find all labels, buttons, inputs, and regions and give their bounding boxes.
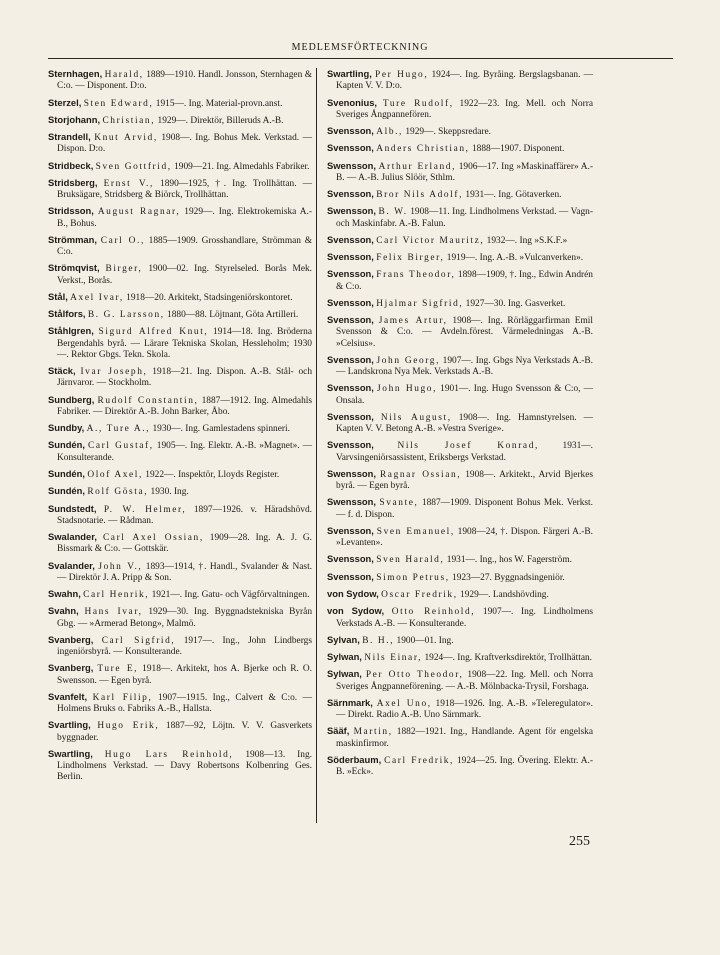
member-given-name: Arthur Erland, bbox=[378, 161, 457, 172]
member-entry bbox=[327, 605, 593, 629]
member-surname: Svensson, bbox=[327, 524, 374, 536]
member-entry bbox=[48, 308, 312, 321]
member-surname: Swahn, bbox=[48, 588, 81, 600]
member-surname: Stridsberg, bbox=[48, 176, 98, 188]
member-entry bbox=[327, 68, 593, 92]
member-entry bbox=[48, 422, 312, 435]
member-given-name: B. G. Larsson, bbox=[87, 310, 165, 321]
member-entry bbox=[48, 634, 312, 658]
member-given-name: Nils Einar, bbox=[364, 653, 423, 664]
member-entry bbox=[327, 525, 593, 549]
member-entry bbox=[48, 291, 312, 304]
member-surname: Sterzel, bbox=[48, 96, 82, 108]
member-details: 1918—21. Ing. Dispon. A.-B. Stål- och Järnvaror. — Stockholm. bbox=[57, 367, 313, 389]
member-details: 1907—1915. Ing., Calvert & C:o. — Holmens Bruks o. Fabriks A.-B., Hallsta. bbox=[57, 692, 313, 715]
member-surname: Svensson, bbox=[327, 439, 374, 451]
member-details: 1882—1921. Ing., Handlande. Agent för engelska maskinfirmor. bbox=[336, 727, 594, 749]
member-details: 1907—. Ing. Gbgs Nya Verkstads A.-B. — Landskrona Nya Mek. Verkstads A.-B. bbox=[336, 355, 594, 378]
member-given-name: Hjalmar Sigfrid, bbox=[376, 298, 464, 309]
member-details: 1893—1914, †. Handl., Svalander & Nast. — Direktör J. A. Pripp & Son. bbox=[57, 561, 313, 583]
member-surname: Stridsson, bbox=[48, 205, 94, 217]
member-given-name: Simon Petrus, bbox=[376, 572, 450, 583]
member-details: 1880—88. Löjtnant, Göta Artilleri. bbox=[167, 310, 299, 321]
member-entry bbox=[327, 571, 593, 584]
member-given-name: Rolf Gösta, bbox=[87, 487, 149, 498]
member-details: 1929—. Landshövding. bbox=[460, 590, 549, 601]
member-details: 1900—02. Ing. Styrelseled. Borås Mek. Verkst., Borås. bbox=[57, 264, 313, 286]
member-details: 1922—. Inspektör, Lloyds Register. bbox=[145, 469, 280, 480]
member-surname: Svensson, bbox=[327, 570, 374, 582]
member-details: 1901—. Ing. Hugo Svensson & C:o, — Onsala. bbox=[336, 384, 594, 406]
member-entry bbox=[48, 531, 312, 555]
member-details: 1898—1909, †. Ing., Edwin Andrén & C:o. bbox=[336, 270, 593, 292]
member-surname: Strömqvist, bbox=[48, 262, 100, 274]
member-surname: Svensson, bbox=[327, 296, 374, 308]
member-entry bbox=[48, 114, 312, 127]
member-surname: Stäck, bbox=[48, 365, 76, 377]
member-given-name: Anders Christian, bbox=[376, 144, 470, 155]
member-surname: Swartling, bbox=[48, 747, 93, 759]
member-given-name: Hugo Erik, bbox=[97, 721, 160, 732]
member-entry bbox=[327, 354, 593, 378]
member-given-name: Sven Harald, bbox=[376, 555, 445, 566]
member-surname: Svanberg, bbox=[48, 662, 94, 674]
page-header: MEDLEMSFÖRTECKNING bbox=[291, 42, 429, 53]
member-given-name: August Ragnar, bbox=[97, 207, 181, 218]
member-entry bbox=[327, 234, 593, 247]
member-surname: Sundén, bbox=[48, 485, 85, 497]
member-surname: von Sydow, bbox=[327, 605, 385, 617]
member-surname: Sundby, bbox=[48, 422, 85, 434]
column-divider bbox=[316, 68, 317, 823]
member-details: 1918—. Arkitekt, hos A. Bjerke och R. O. Swensson. — Egen byrå. bbox=[57, 664, 312, 686]
member-entry bbox=[48, 234, 312, 258]
member-surname: Swensson, bbox=[327, 496, 376, 508]
member-entry bbox=[48, 691, 312, 715]
member-details: 1908—. Ing. Hamnstyrelsen. — Kapten V. V. Betong A.-B. »Vestra Sverige». bbox=[336, 412, 594, 435]
member-entry bbox=[327, 725, 593, 749]
member-given-name: James Artur, bbox=[378, 316, 448, 327]
member-surname: Stål, bbox=[48, 290, 68, 302]
member-surname: Ståhlgren, bbox=[48, 325, 94, 337]
member-entry bbox=[48, 394, 312, 418]
member-surname: Sylwan, bbox=[327, 651, 362, 663]
page-number: 255 bbox=[569, 834, 590, 849]
member-surname: Sylwan, bbox=[327, 668, 362, 680]
member-entry bbox=[327, 651, 593, 664]
member-entry bbox=[48, 485, 312, 498]
member-surname: Svahn, bbox=[48, 605, 79, 617]
member-given-name: Karl Filip, bbox=[92, 692, 153, 703]
member-surname: Sundberg, bbox=[48, 393, 95, 405]
member-surname: Svensson, bbox=[327, 410, 374, 422]
member-surname: Strömman, bbox=[48, 233, 97, 245]
member-details: 1909—28. Ing. A. J. G. Bissmark & C:o. — Gottskär. bbox=[57, 533, 313, 555]
member-surname: Sääf, bbox=[327, 725, 350, 737]
member-given-name: B. W. bbox=[378, 207, 408, 218]
member-surname: Svanberg, bbox=[48, 633, 94, 645]
member-details: 1909—21. Ing. Almedahls Fabriker. bbox=[174, 161, 310, 172]
member-entry bbox=[48, 262, 312, 286]
member-entry bbox=[327, 251, 593, 264]
member-details: 1908—. Ing. Bohus Mek. Verkstad. — Dispon. D:o. bbox=[57, 133, 313, 155]
member-given-name: Hans Ivar, bbox=[84, 607, 143, 618]
member-entry bbox=[327, 668, 593, 692]
member-surname: von Sydow, bbox=[327, 588, 379, 600]
member-entry bbox=[327, 268, 593, 292]
member-given-name: John Hugo, bbox=[377, 384, 438, 395]
member-given-name: Ernst V., bbox=[103, 178, 154, 189]
member-entry bbox=[327, 297, 593, 310]
member-details: 1921—. Ing. Gatu- och Vägförvaltningen. bbox=[151, 590, 310, 601]
member-surname: Svensson, bbox=[327, 314, 374, 326]
member-surname: Svartling, bbox=[48, 719, 91, 731]
member-entry bbox=[48, 365, 312, 389]
member-surname: Svensson, bbox=[327, 353, 374, 365]
member-surname: Svensson, bbox=[327, 382, 374, 394]
member-entry bbox=[327, 142, 593, 155]
member-entry bbox=[327, 125, 593, 138]
member-details: 1929—. Direktör, Billeruds A.-B. bbox=[157, 115, 284, 126]
member-surname: Svenonius, bbox=[327, 96, 378, 108]
member-details: 1907—. Ing. Lindholmens Verkstads A.-B. — Konsulterande. bbox=[336, 607, 593, 629]
member-given-name: Per Hugo, bbox=[375, 70, 429, 80]
member-details: 1915—. Ing. Material-provn.anst. bbox=[155, 98, 283, 109]
member-entry bbox=[327, 97, 593, 121]
member-entry bbox=[327, 439, 593, 463]
member-entry bbox=[48, 748, 312, 784]
member-surname: Sternhagen, bbox=[48, 68, 103, 79]
member-details: 1922—23. Ing. Mell. och Norra Sveriges Ångpannefören. bbox=[336, 98, 593, 120]
member-details: 1888—1907. Disponent. bbox=[471, 144, 565, 155]
member-details: 1908—. Arkitekt., Arvid Bjerkes byrå. — Egen byrå. bbox=[336, 469, 594, 492]
member-details: 1931—. Varvsingeniörsassistent, Eriksbergs Verkstad. bbox=[336, 441, 594, 463]
member-surname: Swensson, bbox=[327, 467, 376, 479]
member-entry bbox=[48, 177, 312, 201]
member-details: 1908—11. Ing. Lindholmens Verkstad. — Vagn- och Maskinfabr. A.-B. Falun. bbox=[336, 207, 593, 229]
member-details: 1930. Ing. bbox=[150, 487, 189, 498]
member-given-name: Sven Emanuel, bbox=[376, 526, 455, 537]
member-given-name: Carl Gustaf, bbox=[88, 441, 154, 452]
member-given-name: Svante, bbox=[379, 498, 419, 509]
member-given-name: Nils August, bbox=[380, 412, 452, 423]
member-details: 1908—24, †. Dispon. Färgeri A.-B. »Levanten». bbox=[336, 526, 594, 549]
member-surname: Särnmark, bbox=[327, 696, 373, 708]
member-given-name: Sten Edward, bbox=[83, 98, 154, 109]
member-details: 1931—. Ing. Götaverken. bbox=[465, 190, 562, 201]
member-given-name: Carl Henrik, bbox=[83, 590, 150, 601]
member-details: 1927—30. Ing. Gasverket. bbox=[465, 298, 566, 309]
member-surname: Swartling, bbox=[327, 68, 372, 79]
member-details: 1908—13. Ing. Lindholmens Verkstad. — Davy Robertsons Kolbenring Ges. Berlin. bbox=[57, 749, 313, 783]
member-entry bbox=[48, 719, 312, 743]
member-details: 1889—1910. Handl. Jonsson, Sternhagen & C:o. — Disponent. D:o. bbox=[57, 70, 313, 92]
member-given-name: Felix Birger, bbox=[376, 253, 445, 264]
member-given-name: Olof Axel, bbox=[87, 469, 143, 480]
member-given-name: Birger, bbox=[105, 264, 143, 275]
left-column bbox=[48, 68, 312, 788]
member-given-name: Bror Nils Adolf, bbox=[376, 190, 464, 201]
member-entry bbox=[327, 314, 593, 350]
member-entry bbox=[48, 325, 312, 361]
header-rule bbox=[48, 58, 673, 59]
member-entry bbox=[48, 605, 312, 629]
member-entry bbox=[48, 131, 312, 155]
member-given-name: Carl O., bbox=[100, 235, 145, 246]
member-details: 1887—1912. Ing. Almedahls Fabriker. — Direktör A.-B. John Barker, Åbo. bbox=[57, 395, 313, 417]
member-details: 1887—92, Löjtn. V. V. Gasverkets byggnader. bbox=[57, 721, 312, 743]
member-surname: Swensson, bbox=[327, 205, 376, 217]
member-given-name: Oscar Fredrik, bbox=[381, 590, 458, 601]
member-entry bbox=[327, 205, 593, 229]
member-given-name: A., Ture A., bbox=[86, 424, 151, 435]
member-entry bbox=[48, 160, 312, 173]
member-details: 1908—22. Ing. Mell. och Norra Sveriges Ångpanneförening. — A.-B. Mölnbacka-Trysil, Forshaga. bbox=[336, 670, 594, 692]
member-details: 1914—18. Ing. Bröderna Bergendahls byrå. — Lärare Tekniska Skolan, Hessleholm; 1930—. Rektor Gbgs. Tekn. Skola. bbox=[57, 327, 312, 360]
member-given-name: Frans Theodor, bbox=[376, 270, 456, 281]
member-given-name: Martin, bbox=[353, 727, 393, 738]
member-details: 1919—. Ing. A.-B. »Vulcanverken». bbox=[446, 253, 584, 264]
member-entry bbox=[327, 411, 593, 435]
member-given-name: Carl Axel Ossian, bbox=[102, 533, 204, 544]
member-details: 1908—. Ing. Rörläggarfirman Emil Svensson & C:o. — Avdeln.förest. Värmeledningas A.-B. »Celsius». bbox=[336, 316, 594, 349]
member-details: 1885—1909. Grosshandlare, Strömman & C:o. bbox=[57, 235, 313, 258]
member-details: 1897—1926. v. Häradshövd. Stadsnotarie. — Rådman. bbox=[57, 504, 312, 526]
member-entry bbox=[327, 160, 593, 184]
member-given-name: Ture E, bbox=[97, 664, 139, 675]
member-details: 1887—1909. Disponent Bohus Mek. Verkst. — f. d. Dispon. bbox=[336, 498, 594, 520]
member-given-name: Axel Uno, bbox=[376, 698, 432, 709]
member-given-name: Rudolf Constantin, bbox=[97, 395, 199, 406]
member-entry bbox=[327, 496, 593, 520]
right-column bbox=[327, 68, 593, 782]
member-entry bbox=[327, 588, 593, 601]
member-given-name: Nils Josef Konrad, bbox=[397, 441, 539, 452]
member-surname: Svensson, bbox=[327, 233, 374, 245]
member-surname: Sundstedt, bbox=[48, 502, 97, 514]
member-given-name: Ivar Joseph, bbox=[80, 367, 148, 378]
member-surname: Stålfors, bbox=[48, 308, 86, 320]
member-details: 1929—. Ing. Elektrokemiska A.-B., Bohus. bbox=[57, 207, 313, 229]
member-entry bbox=[327, 754, 593, 778]
member-details: 1929—. Skeppsredare. bbox=[405, 127, 492, 137]
member-details: 1918—20. Arkitekt, Stadsingeniörskontoret. bbox=[126, 292, 293, 303]
member-surname: Svensson, bbox=[327, 125, 374, 136]
member-entry bbox=[48, 588, 312, 601]
member-entry bbox=[327, 697, 593, 721]
member-given-name: Ture Rudolf, bbox=[382, 98, 454, 109]
member-details: 1931—. Ing., hos W. Fagerström. bbox=[446, 555, 573, 566]
member-surname: Svensson, bbox=[327, 268, 374, 280]
member-given-name: John V., bbox=[98, 561, 143, 572]
member-details: 1890—1925, †. Ing. Trollhättan. — Bruksägare, Stridsberg & Biörck, Trollhättan. bbox=[57, 178, 312, 201]
member-given-name: Sven Gottfrid, bbox=[95, 161, 172, 172]
member-given-name: Knut Arvid, bbox=[94, 133, 158, 144]
member-given-name: Axel Ivar, bbox=[70, 292, 124, 303]
member-details: 1923—27. Byggnadsingeniör. bbox=[452, 572, 565, 583]
member-given-name: Sigurd Alfred Knut, bbox=[98, 327, 209, 338]
member-surname: Sundén, bbox=[48, 467, 85, 479]
member-given-name: Carl Victor Mauritz, bbox=[376, 235, 485, 246]
member-entry bbox=[327, 468, 593, 492]
member-details: 1900—01. Ing. bbox=[396, 635, 454, 646]
member-given-name: Carl Fredrik, bbox=[384, 755, 454, 766]
member-entry bbox=[48, 560, 312, 584]
member-details: 1906—17. Ing »Maskinaffärer» A.-B. — A.-B. Julius Slöör, Sthlm. bbox=[336, 161, 594, 183]
member-entry bbox=[48, 468, 312, 481]
member-entry bbox=[327, 634, 593, 647]
member-surname: Sundén, bbox=[48, 439, 85, 451]
member-given-name: B. H., bbox=[362, 635, 395, 646]
member-entry bbox=[327, 382, 593, 406]
member-given-name: Otto Reinhold, bbox=[391, 607, 476, 618]
member-given-name: Christian, bbox=[102, 115, 156, 126]
member-given-name: Alb., bbox=[376, 127, 403, 137]
member-surname: Svalander, bbox=[48, 559, 95, 571]
member-surname: Svensson, bbox=[327, 553, 374, 565]
member-given-name: P. W. Helmer, bbox=[103, 504, 187, 515]
member-details: 1905—. Ing. Elektr. A.-B. »Magnet». — Konsulterande. bbox=[57, 441, 312, 463]
member-surname: Strandell, bbox=[48, 131, 91, 143]
member-entry bbox=[48, 662, 312, 686]
member-given-name: Hugo Lars Reinhold, bbox=[104, 749, 234, 760]
member-entry bbox=[327, 553, 593, 566]
member-details: 1918—1926. Ing. A.-B. »Teleregulator». — Direkt. Radio A.-B. Uno Särnmark. bbox=[336, 698, 594, 721]
member-entry bbox=[48, 439, 312, 463]
member-details: 1929—30. Ing. Byggnadstekniska Byrån Gbg. — »Armerad Betong», Malmö. bbox=[57, 607, 313, 629]
member-surname: Sylvan, bbox=[327, 633, 360, 645]
member-given-name: John Georg, bbox=[376, 355, 441, 366]
member-surname: Söderbaum, bbox=[327, 753, 382, 765]
member-given-name: Ragnar Ossian, bbox=[379, 469, 462, 480]
member-details: 1924—25. Ing. Övering. Elektr. A.-B. »Eck». bbox=[336, 755, 594, 778]
member-details: 1917—. Ing., John Lindbergs ingeniörsbyrå. — Konsulterande. bbox=[57, 635, 313, 658]
member-entry bbox=[48, 205, 312, 229]
member-entry bbox=[48, 68, 312, 92]
member-surname: Svensson, bbox=[327, 251, 374, 263]
member-details: 1930—. Ing. Gamlestadens spinneri. bbox=[152, 424, 290, 435]
member-details: 1924—. Ing. Kraftverksdirektör, Trollhättan. bbox=[424, 653, 593, 664]
member-entry bbox=[327, 188, 593, 201]
member-given-name: Harald, bbox=[104, 70, 144, 80]
member-given-name: Per Otto Theodor, bbox=[365, 670, 464, 681]
member-surname: Svensson, bbox=[327, 188, 374, 200]
member-surname: Svensson, bbox=[327, 142, 374, 154]
member-surname: Svanfelt, bbox=[48, 690, 88, 702]
member-surname: Stridbeck, bbox=[48, 159, 94, 171]
member-surname: Storjohann, bbox=[48, 113, 101, 125]
member-details: 1932—. Ing »S.K.F.» bbox=[486, 235, 568, 246]
member-given-name: Carl Sigfrid, bbox=[101, 635, 176, 646]
member-surname: Swensson, bbox=[327, 159, 376, 171]
member-surname: Swalander, bbox=[48, 531, 97, 543]
member-entry bbox=[48, 503, 312, 527]
member-details: 1924—. Ing. Byråing. Bergslagsbanan. — Kapten V. V. D:o. bbox=[336, 70, 594, 92]
member-entry bbox=[48, 97, 312, 110]
